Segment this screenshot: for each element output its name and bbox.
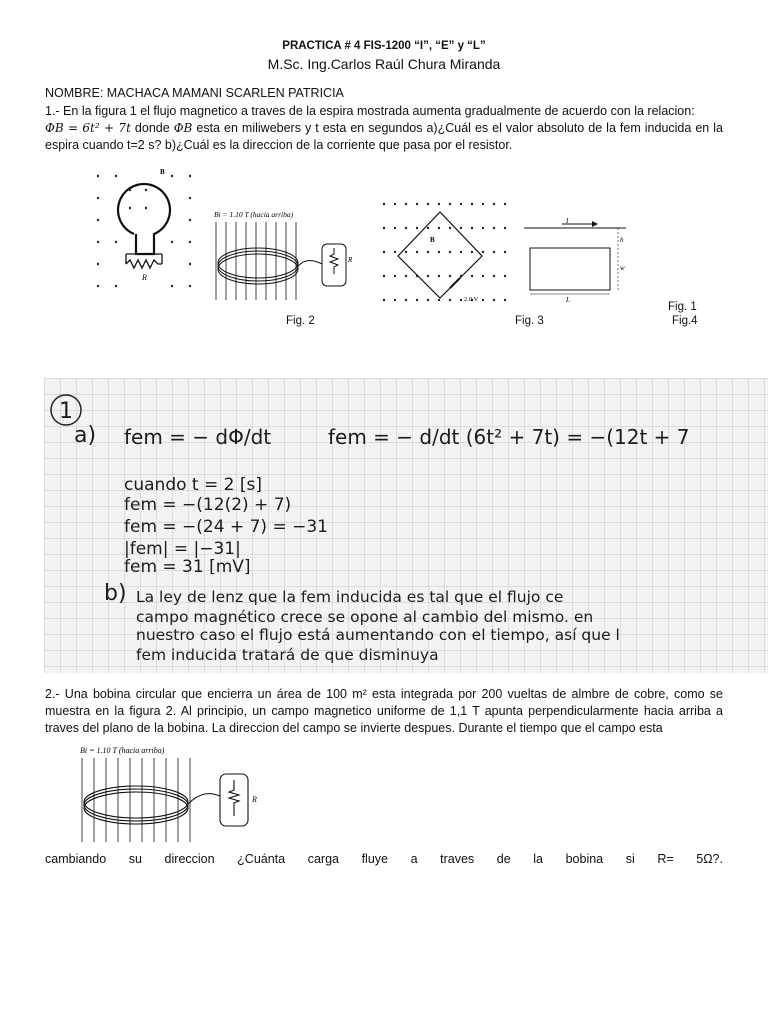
fig3-dot (383, 251, 385, 253)
donde-word: donde (134, 121, 170, 135)
fig1-b-label: B (160, 168, 165, 176)
fig3-dot (394, 251, 396, 253)
fig2-caption: Fig. 2 (286, 315, 315, 327)
student-name: NOMBRE: MACHACA MAMANI SCARLEN PATRICIA (45, 86, 344, 100)
fig3-dot (427, 203, 429, 205)
fig3-dot (460, 203, 462, 205)
fig3-dot (405, 227, 407, 229)
figure-2-coil (210, 208, 360, 303)
fig4-w-label: w (620, 264, 625, 272)
fig3-dot (449, 275, 451, 277)
fig3-dot (471, 275, 473, 277)
fig3-voltage-label: 2.0 V (464, 296, 479, 303)
fig4-l-label: L (566, 296, 570, 302)
fig3-dot (482, 275, 484, 277)
fig2-field-label: Bi = 1.10 T (hacia arriba) (214, 210, 294, 219)
fig3-dot (504, 251, 506, 253)
fig3-dot (493, 275, 495, 277)
fig3-dot (449, 251, 451, 253)
page-title: PRACTICA # 4 FIS-1200 “I”, “E” y “L” (282, 40, 486, 52)
fig3-dot (394, 299, 396, 301)
fig4-caption: Fig.4 (672, 315, 698, 327)
hw-number: 1 (59, 399, 73, 424)
fig2b-field-label: Bi = 1.10 T (hacia arriba) (80, 746, 165, 755)
fig3-dot (482, 299, 484, 301)
fig3-dot (504, 203, 506, 205)
fig3-dot (460, 227, 462, 229)
fig3-dot (394, 203, 396, 205)
fig3-dot (449, 203, 451, 205)
fig3-dot (482, 203, 484, 205)
problem2-last-line: cambiando su direccion ¿Cuánta carga fluye a traves de la bobina si R= 5Ω?. (45, 852, 723, 866)
fig3-caption: Fig. 3 (515, 315, 544, 327)
hw-fem2: fem = − d/dt (6t² + 7t) = −(12t + 7 (328, 425, 690, 449)
fig3-dot (394, 275, 396, 277)
problem1-line2 (45, 120, 723, 137)
fig3-dot (493, 203, 495, 205)
figure-1-loop (90, 162, 200, 302)
hw-line1: cuando t = 2 [s] (124, 475, 262, 495)
flux-formula: ΦB = 6t² + 7t (45, 121, 131, 135)
fig3-dot (438, 299, 440, 301)
fig3-dot (427, 251, 429, 253)
figure-3-triangle (378, 198, 518, 313)
page-subtitle: M.Sc. Ing.Carlos Raúl Chura Miranda (267, 56, 501, 72)
fig4-i-label: I (566, 218, 569, 225)
fig3-dot (449, 227, 451, 229)
problem1-line3: espira cuando t=2 s? b)¿Cuál es la direccion de la corriente que pasa por el resistor. (45, 138, 513, 152)
fig3-b-label: B (430, 236, 435, 244)
hw-b2: campo magnético crece se opone al cambio del mismo. en (136, 608, 594, 626)
fig3-dot (471, 227, 473, 229)
fig1-caption: Fig. 1 (668, 301, 697, 313)
hw-line3: fem = −(24 + 7) = −31 (124, 517, 328, 537)
hw-fem1: fem = − dΦ/dt (124, 425, 272, 449)
fig3-dot (471, 203, 473, 205)
hw-b1: La ley de lenz que la fem inducida es tal que el flujo ce (136, 588, 564, 606)
fig3-dot (416, 203, 418, 205)
hw-b4: fem inducida tratará de que disminuya (136, 646, 439, 664)
fig3-dot (427, 275, 429, 277)
figure-2-coil-repeat (74, 744, 274, 844)
fig3-dot (416, 299, 418, 301)
hw-line5: fem = 31 [mV] (124, 557, 251, 577)
fig4-h-label: h (620, 236, 624, 244)
hw-line4: |fem| = |−31| (124, 539, 241, 559)
fig3-dot (405, 275, 407, 277)
flux-symbol: ΦB (173, 121, 193, 135)
fig3-dot (504, 227, 506, 229)
fig3-dot (438, 227, 440, 229)
fig3-dot (493, 299, 495, 301)
figure-4-rectangle (522, 218, 634, 302)
hw-b-label: b) (104, 581, 127, 606)
fig3-dot (438, 275, 440, 277)
fig3-dot (405, 251, 407, 253)
hw-a-label: a) (74, 423, 97, 448)
fig3-dot (416, 227, 418, 229)
fig2-r-label: R (348, 256, 353, 264)
fig3-dot (383, 275, 385, 277)
fig3-dot (493, 251, 495, 253)
fig3-dot (427, 227, 429, 229)
fig3-dot (383, 227, 385, 229)
hw-line2: fem = −(12(2) + 7) (124, 495, 292, 515)
handwritten-solution (44, 378, 768, 673)
fig3-dot (493, 227, 495, 229)
fig3-dot (438, 251, 440, 253)
fig3-dot (427, 299, 429, 301)
problem1-rest: esta en miliwebers y t esta en segundos a)¿Cuál es el valor absoluto de la fem inducida en la (196, 121, 723, 135)
fig3-dot (504, 275, 506, 277)
fig3-dot (460, 299, 462, 301)
fig3-dot (504, 299, 506, 301)
problem1-text (45, 103, 723, 154)
fig3-dot (471, 251, 473, 253)
fig2b-r-label: R (252, 795, 257, 804)
fig3-dot (416, 251, 418, 253)
fig3-dot (438, 203, 440, 205)
fig3-dot (394, 227, 396, 229)
problem1-intro: 1.- En la figura 1 el flujo magnetico a traves de la espira mostrada aumenta gradualmente de acuerdo con la relacion: (45, 104, 695, 118)
fig3-dot (383, 299, 385, 301)
fig3-dot (449, 299, 451, 301)
hw-b3: nuestro caso el flujo está aumentando con el tiempo, así que l (136, 626, 620, 644)
fig3-dot (405, 203, 407, 205)
fig3-dot (405, 299, 407, 301)
fig3-dot (482, 251, 484, 253)
fig3-dot (482, 227, 484, 229)
problem2-text: 2.- Una bobina circular que encierra un área de 100 m² esta integrada por 200 vueltas de almbre de cobre, como se muestra en la figura 2. Al principio, un campo magnetico uniforme de 1,1 T apunta perpendicularmente hacia arriba a traves del plano de la bobina. La direccion del campo se invierte despues. Durante el tiempo que el campo esta (45, 687, 723, 735)
fig1-r-label: R (142, 273, 147, 282)
fig3-dot (383, 203, 385, 205)
fig3-dot (460, 251, 462, 253)
